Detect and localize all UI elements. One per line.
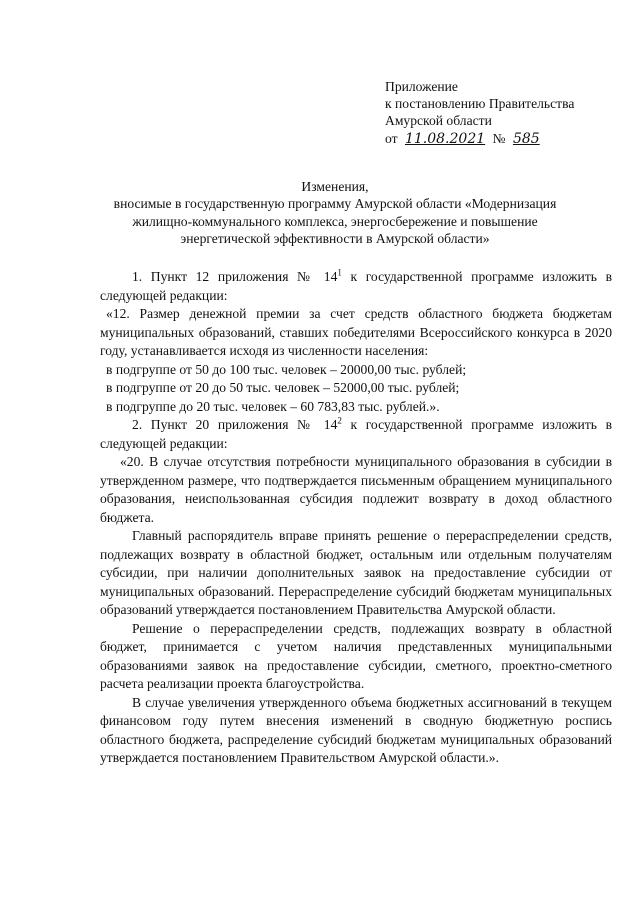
appendix-line-3: Амурской области [385, 113, 492, 129]
title-line-4: энергетической эффективности в Амурской области» [180, 231, 490, 247]
superscript-2: 2 [337, 415, 342, 426]
paragraph-6-end: к государственной программе изложить в следующей редакции: [100, 417, 612, 451]
superscript-1: 1 [337, 267, 342, 278]
paragraph-7: «20. В случае отсутствия потребности муниципального образования в субсидии в утвержденном размере, что подтверждается письменным обращением муниципального образования, неиспользованная субсидия подлежит возврату в доход областного бюджета. [100, 454, 612, 525]
paragraph-1-end: к государственной программе изложить в следующей редакции: [100, 269, 612, 303]
paragraph-4: в подгруппе от 20 до 50 тыс. человек – 52000,00 тыс. рублей; [106, 380, 460, 395]
paragraph-6 [100, 416, 612, 453]
appendix-date-line [385, 130, 615, 148]
paragraph-2: «12. Размер денежной премии за счет средств областного бюджета бюджетам муниципальных образований, ставших победителями Всероссийского конкурса в 2020 году, устанавливается исходя из численности населения: [100, 306, 612, 358]
document-body [100, 268, 612, 768]
paragraph-1-start: 1. Пункт 12 приложения № 14 [132, 269, 338, 284]
paragraph-3: в подгруппе от 50 до 100 тыс. человек – 20000,00 тыс. рублей; [106, 361, 467, 377]
date-prefix: от [385, 130, 398, 146]
paragraph-6-start: 2. Пункт 20 приложения № 14 [132, 417, 338, 432]
paragraph-5: в подгруппе до 20 тыс. человек – 60 783,83 тыс. рублей.». [106, 398, 440, 414]
appendix-header [385, 78, 615, 148]
number-prefix: № [492, 130, 506, 146]
number-value: 585 [512, 130, 540, 147]
title-line-1: Изменения, [301, 179, 369, 194]
paragraph-1 [100, 268, 612, 305]
document-title [100, 178, 570, 248]
paragraph-8: Главный распорядитель вправе принять решение о перераспределении средств, подлежащих возврату в областной бюджет, остальным или отдельным получателям субсидии, при наличии дополнительных заявок на предоставление субсидии от муниципальных образований. Перераспределение субсидий бюджетам муниципальных образований утверждается постановлением Правительства Амурской области. [100, 528, 612, 617]
appendix-line-2: к постановлению Правительства [385, 96, 575, 112]
date-value: 11.08.2021 [404, 130, 486, 147]
appendix-line-1: Приложение [385, 79, 458, 94]
paragraph-10: В случае увеличения утвержденного объема бюджетных ассигнований в текущем финансовом году путем внесения изменений в сводную бюджетную роспись областного бюджета, распределение субсидий бюджетам муниципальных образований утверждается постановлением Правительством Амурской области.». [100, 694, 612, 765]
title-line-3: жилищно-коммунального комплекса, энергосбережение и повышение [132, 213, 538, 229]
paragraph-9: Решение о перераспределении средств, подлежащих возврату в областной бюджет, принимается с учетом наличия представленных муниципальными образованиями заявок на предоставление субсидии, сметного, проектно-сметного расчета реализации проекта благоустройства. [100, 620, 612, 691]
title-line-2: вносимые в государственную программу Амурской области «Модернизация [113, 196, 557, 212]
